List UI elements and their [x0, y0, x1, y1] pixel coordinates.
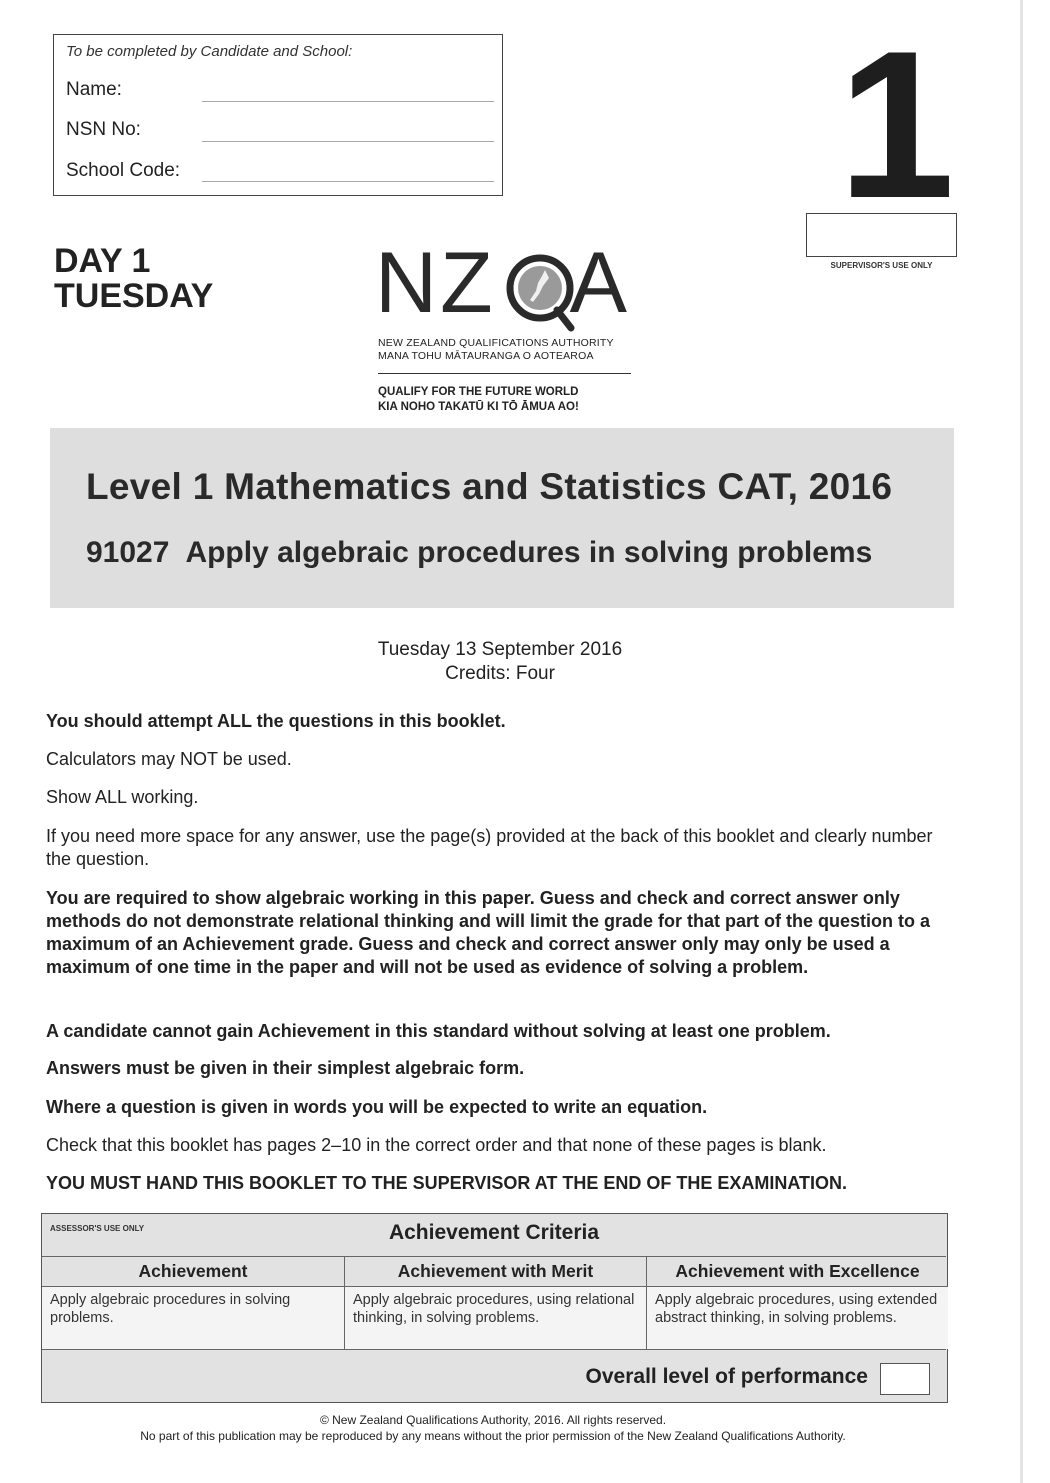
logo-org-english: NEW ZEALAND QUALIFICATIONS AUTHORITY	[378, 337, 614, 349]
name-label: Name:	[66, 79, 122, 100]
achievement-criteria-heading: Achievement Criteria	[388, 1221, 600, 1244]
day-number: DAY 1	[54, 242, 151, 280]
criteria-achievement-title: Achievement	[42, 1256, 344, 1287]
logo-divider	[378, 373, 631, 374]
instruction-hand-in: YOU MUST HAND THIS BOOKLET TO THE SUPERVISOR AT THE END OF THE EXAMINATION.	[46, 1173, 848, 1193]
logo-tagline-maori: KIA NOHO TAKATŪ KI TŌ ĀMUA AO!	[378, 401, 579, 413]
standard-code: 91027	[86, 536, 170, 569]
logo-org-maori: MANA TOHU MĀTAURANGA O AOTEAROA	[378, 350, 594, 362]
page-edge-shadow	[1020, 0, 1023, 1483]
nsn-field[interactable]	[202, 141, 494, 142]
logo-tagline-english: QUALIFY FOR THE FUTURE WORLD	[378, 386, 579, 398]
exam-title: Level 1 Mathematics and Statistics CAT, 2016	[86, 466, 893, 507]
criteria-excellence-title: Achievement with Excellence	[647, 1256, 948, 1287]
exam-credits: Credits: Four	[445, 663, 555, 684]
instruction-more-space: If you need more space for any answer, use the page(s) provided at the back of this booklet and clearly number the question.	[46, 826, 933, 869]
instruction-calculators: Calculators may NOT be used.	[46, 749, 292, 769]
logo-wordmark: NZ A	[375, 235, 630, 331]
instruction-algebraic-working: You are required to show algebraic working in this paper. Guess and check and correct answer only methods do not demonstrate relational thinking and will limit the grade for that part of the question to a maximum of an Achievement grade. Guess and check and correct answer only may only be used a maximum of one time in the paper and will not be used as evidence of solving a problem.	[46, 888, 931, 977]
school-code-label: School Code:	[66, 160, 181, 181]
instruction-simplest-form: Answers must be given in their simplest algebraic form.	[46, 1058, 525, 1078]
criteria-achievement-text: Apply algebraic procedures in solving problems.	[42, 1287, 344, 1349]
instruction-write-equation: Where a question is given in words you will be expected to write an equation.	[46, 1097, 708, 1117]
booklet-number: 1	[838, 7, 947, 242]
achievement-header-row	[42, 1214, 946, 1257]
exam-date: Tuesday 13 September 2016	[377, 639, 623, 660]
instruction-show-working: Show ALL working.	[46, 787, 199, 807]
criteria-merit-text: Apply algebraic procedures, using relational thinking, in solving problems.	[345, 1287, 646, 1349]
school-code-field[interactable]	[202, 181, 494, 182]
supervisor-use-label: SUPERVISOR'S USE ONLY	[830, 261, 933, 270]
exam-date-block	[0, 638, 1000, 686]
exam-day	[54, 244, 213, 314]
standard-title	[86, 536, 872, 570]
instruction-attempt-all: You should attempt ALL the questions in this booklet.	[46, 711, 506, 731]
overall-performance-label: Overall level of performance	[585, 1365, 868, 1388]
title-banner	[50, 428, 954, 608]
supervisor-box[interactable]	[806, 213, 957, 257]
overall-performance-row	[42, 1349, 946, 1402]
day-weekday: TUESDAY	[54, 277, 214, 315]
criteria-merit-title: Achievement with Merit	[345, 1256, 646, 1287]
instruction-achievement-requirement: A candidate cannot gain Achievement in this standard without solving at least one problem.	[46, 1021, 831, 1041]
instruction-check-pages: Check that this booklet has pages 2–10 in the correct order and that none of these pages is blank.	[46, 1135, 827, 1155]
criteria-excellence	[646, 1256, 948, 1349]
candidate-details-box	[53, 34, 503, 196]
nzqa-logo	[375, 235, 635, 420]
criteria-achievement	[42, 1256, 344, 1349]
name-field[interactable]	[202, 101, 494, 102]
assessor-use-label: ASSESSOR'S USE ONLY	[50, 1224, 145, 1233]
nsn-label: NSN No:	[66, 119, 141, 140]
candidate-box-title: To be completed by Candidate and School:	[66, 43, 353, 60]
overall-performance-box[interactable]	[880, 1363, 930, 1395]
criteria-excellence-text: Apply algebraic procedures, using extended abstract thinking, in solving problems.	[647, 1287, 948, 1349]
standard-name: Apply algebraic procedures in solving problems	[185, 536, 873, 569]
copyright-line: © New Zealand Qualifications Authority, 2016. All rights reserved.	[319, 1413, 667, 1427]
reproduction-notice: No part of this publication may be reproduced by any means without the prior permission of the New Zealand Qualifications Authority.	[140, 1429, 846, 1443]
achievement-criteria-table	[41, 1213, 948, 1403]
criteria-merit	[344, 1256, 646, 1349]
